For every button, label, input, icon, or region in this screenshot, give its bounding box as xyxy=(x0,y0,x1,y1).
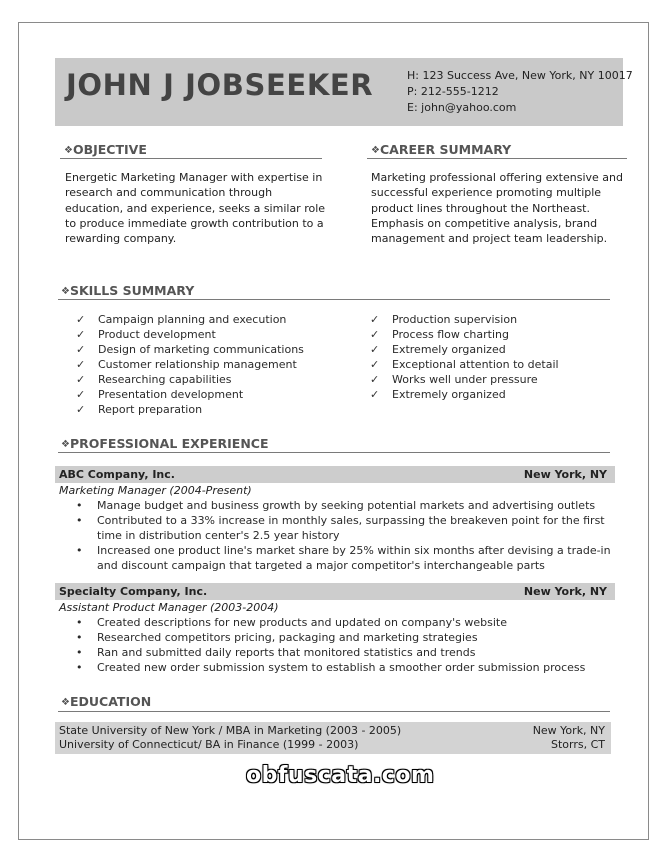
list-item xyxy=(76,660,585,675)
skill-label: Report preparation xyxy=(98,403,203,416)
table-row xyxy=(59,738,605,753)
experience-heading xyxy=(61,436,269,451)
list-item xyxy=(76,402,304,417)
skill-label: Process flow charting xyxy=(392,328,509,341)
skill-label: Exceptional attention to detail xyxy=(392,358,559,371)
section-marker-icon: ❖ xyxy=(371,145,380,156)
education-degree: University of Connecticut/ BA in Finance (1999 - 2003) xyxy=(59,738,359,751)
skill-label: Extremely organized xyxy=(392,388,506,401)
skills-heading-text: SKILLS SUMMARY xyxy=(69,283,195,298)
section-divider xyxy=(58,452,610,453)
list-item xyxy=(76,342,304,357)
checkmark-icon: ✓ xyxy=(370,343,380,356)
list-item xyxy=(370,312,559,327)
bullet-icon: • xyxy=(76,616,83,629)
education-heading-text: EDUCATION xyxy=(69,694,152,709)
list-item xyxy=(76,645,585,660)
list-item xyxy=(370,372,559,387)
section-divider xyxy=(58,711,610,712)
objective-line: education, and experience, seeks a similar role xyxy=(65,201,326,215)
checkmark-icon: ✓ xyxy=(370,388,380,401)
contact-address: H: 123 Success Ave, New York, NY 10017 xyxy=(407,69,633,82)
checkmark-icon: ✓ xyxy=(76,313,86,326)
list-item xyxy=(76,312,304,327)
experience-heading-text: PROFESSIONAL EXPERIENCE xyxy=(69,436,269,451)
checkmark-icon: ✓ xyxy=(370,313,380,326)
career-summary-line: Marketing professional offering extensive and xyxy=(371,171,623,184)
objective-text xyxy=(65,170,325,246)
contact-email: E: john@yahoo.com xyxy=(407,101,517,114)
checkmark-icon: ✓ xyxy=(370,328,380,341)
duty-line: and discount campaign that targeted a major competitor's interchangeable parts xyxy=(97,559,545,572)
bullet-icon: • xyxy=(76,646,83,659)
skill-label: Presentation development xyxy=(98,388,244,401)
section-marker-icon: ❖ xyxy=(61,286,70,297)
duty-line: Manage budget and business growth by seeking potential markets and advertising outlets xyxy=(97,499,596,512)
career-summary-heading xyxy=(371,142,511,157)
objective-line: Energetic Marketing Manager with expertise in xyxy=(65,171,323,184)
education-location: Storrs, CT xyxy=(550,738,605,751)
skills-list-right xyxy=(370,312,559,402)
section-marker-icon: ❖ xyxy=(61,439,70,450)
skill-label: Product development xyxy=(98,328,216,341)
career-summary-heading-text: CAREER SUMMARY xyxy=(379,142,512,157)
skills-list-left xyxy=(76,312,304,417)
checkmark-icon: ✓ xyxy=(76,328,86,341)
career-summary-line: management and project team leadership. xyxy=(371,232,608,246)
list-item xyxy=(76,513,611,543)
objective-line: to produce immediate growth contribution to a xyxy=(65,216,324,230)
candidate-name: JOHN J JOBSEEKER xyxy=(66,68,374,102)
skills-heading xyxy=(61,283,194,298)
duty-line: Created new order submission system to establish a smoother order submission process xyxy=(97,661,586,674)
career-summary-text xyxy=(371,170,623,246)
job-duties xyxy=(76,615,585,675)
duty-line: Increased one product line's market share by 25% within six months after devising a trade-in xyxy=(97,544,611,557)
checkmark-icon: ✓ xyxy=(76,358,86,371)
job-role: Assistant Product Manager (2003-2004) xyxy=(59,601,279,614)
list-item xyxy=(76,387,304,402)
bullet-icon: • xyxy=(76,514,83,527)
list-item xyxy=(370,327,559,342)
education-table xyxy=(55,722,611,754)
objective-heading xyxy=(64,142,147,157)
company-location: New York, NY xyxy=(523,585,607,598)
skill-label: Works well under pressure xyxy=(392,373,538,386)
checkmark-icon: ✓ xyxy=(76,388,86,401)
job-role: Marketing Manager (2004-Present) xyxy=(59,484,252,497)
duty-line: Contributed to a 33% increase in monthly sales, surpassing the breakeven point for the first xyxy=(97,514,605,527)
list-item xyxy=(76,615,585,630)
bullet-icon: • xyxy=(76,631,83,644)
duty-line: time in distribution center's 2.5 year history xyxy=(97,529,340,542)
skill-label: Researching capabilities xyxy=(98,373,232,386)
list-item xyxy=(370,357,559,372)
contact-info xyxy=(407,68,633,116)
section-marker-icon: ❖ xyxy=(61,697,70,708)
list-item xyxy=(76,630,585,645)
company-name: Specialty Company, Inc. xyxy=(59,585,208,598)
checkmark-icon: ✓ xyxy=(370,358,380,371)
skill-label: Design of marketing communications xyxy=(98,343,304,356)
list-item xyxy=(76,498,611,513)
job-duties xyxy=(76,498,611,573)
resume-header xyxy=(55,58,633,126)
education-degree: State University of New York / MBA in Marketing (2003 - 2005) xyxy=(59,724,402,737)
list-item xyxy=(370,342,559,357)
bullet-icon: • xyxy=(76,661,83,674)
career-summary-line: product lines throughout the Northeast. xyxy=(371,201,590,215)
section-divider xyxy=(367,158,627,159)
skill-label: Campaign planning and execution xyxy=(98,313,287,326)
duty-line: Ran and submitted daily reports that monitored statistics and trends xyxy=(97,646,476,659)
skill-label: Production supervision xyxy=(392,313,518,326)
skill-label: Extremely organized xyxy=(392,343,506,356)
career-summary-line: successful experience promoting multiple xyxy=(371,186,602,200)
education-location: New York, NY xyxy=(532,724,605,737)
job-header xyxy=(55,466,615,483)
duty-line: Created descriptions for new products and updated on company's website xyxy=(97,616,507,629)
objective-line: research and communication through xyxy=(65,186,273,200)
company-location: New York, NY xyxy=(523,468,607,481)
list-item xyxy=(370,387,559,402)
bullet-icon: • xyxy=(76,499,83,512)
objective-line: rewarding company. xyxy=(65,232,177,246)
list-item xyxy=(76,357,304,372)
list-item xyxy=(76,543,611,573)
checkmark-icon: ✓ xyxy=(76,373,86,386)
job-header xyxy=(55,583,615,600)
watermark: obfuscata.com xyxy=(246,763,435,788)
checkmark-icon: ✓ xyxy=(76,403,86,416)
checkmark-icon: ✓ xyxy=(370,373,380,386)
section-divider xyxy=(60,158,322,159)
skill-label: Customer relationship management xyxy=(98,358,297,371)
table-row xyxy=(59,724,605,739)
duty-line: Researched competitors pricing, packaging and marketing strategies xyxy=(97,631,478,644)
objective-heading-text: OBJECTIVE xyxy=(72,142,147,157)
company-name: ABC Company, Inc. xyxy=(59,468,175,481)
contact-phone: P: 212-555-1212 xyxy=(407,85,499,98)
bullet-icon: • xyxy=(76,544,83,557)
list-item xyxy=(76,327,304,342)
section-divider xyxy=(58,299,610,300)
section-marker-icon: ❖ xyxy=(64,145,73,156)
career-summary-line: Emphasis on competitive analysis, brand xyxy=(371,216,598,230)
education-heading xyxy=(61,694,151,709)
checkmark-icon: ✓ xyxy=(76,343,86,356)
list-item xyxy=(76,372,304,387)
